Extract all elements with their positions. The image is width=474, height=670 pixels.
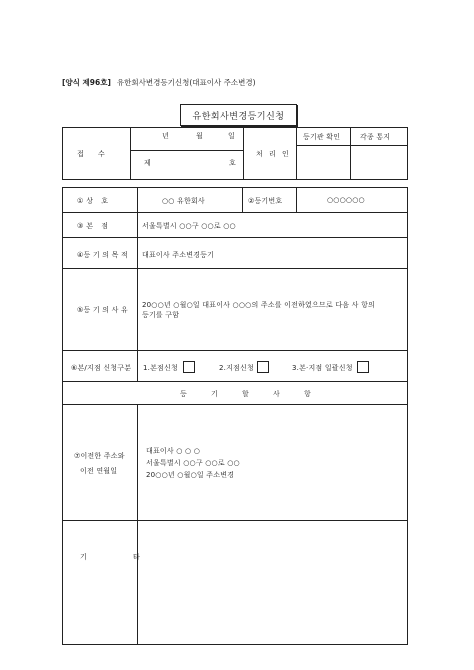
- notice-label: 각종 통지: [360, 133, 391, 141]
- row-line-1: [62, 212, 408, 213]
- row-line-4: [62, 350, 408, 351]
- trade-name-value: ○○ 유한회사: [162, 197, 205, 205]
- purpose-value: 대표이사 주소변경등기: [142, 251, 215, 259]
- receipt-mid-left: [130, 150, 243, 151]
- moved-line-1: 대표이사 ○ ○ ○: [146, 447, 201, 455]
- row-line-6: [62, 404, 408, 405]
- receipt-no-suffix: 호: [229, 159, 236, 167]
- branch-option-3-checkbox[interactable]: [357, 361, 369, 373]
- receipt-mid-right: [296, 145, 407, 146]
- moved-label-line-2: 이전 연월일: [80, 467, 118, 475]
- branch-option-3-label: 3.본·지점 일괄신청: [292, 364, 353, 372]
- receipt-divider-4: [350, 127, 351, 179]
- form-header: [62, 77, 256, 88]
- receipt-divider-3: [296, 127, 297, 179]
- head-office-label: ③본 점: [77, 222, 112, 230]
- purpose-label: ④등 기 의 목 적: [77, 251, 128, 259]
- reg-no-value: ○○○○○○: [327, 196, 365, 204]
- row-line-5: [62, 381, 408, 382]
- reg-no-label: ②등기번호: [248, 197, 283, 205]
- receipt-day: 일: [228, 132, 235, 140]
- regno-divider-left: [242, 187, 243, 213]
- receipt-no-prefix: 제: [144, 159, 151, 167]
- moved-label-line-1: ⑦이전한 주소와: [74, 452, 125, 460]
- form-title-text: 유한회사변경등기신청: [192, 111, 285, 122]
- moved-line-3: 20○○년 ○월○일 주소변경: [146, 471, 235, 479]
- row-line-7: [62, 520, 408, 521]
- moved-line-2: 서울특별시 ○○구 ○○로 ○○: [146, 459, 240, 467]
- form-title: [180, 104, 297, 126]
- form-number: [양식 제96호]: [62, 78, 111, 87]
- branch-option-2-label: 2.지점신청: [219, 364, 254, 372]
- form-description: 유한회사변경등기신청(대표이사 주소변경): [116, 78, 256, 87]
- receipt-divider-2: [243, 127, 244, 179]
- section-header: 등 기 할 사 항: [180, 390, 322, 398]
- branch-option-1-checkbox[interactable]: [183, 361, 195, 373]
- receipt-month: 월: [196, 132, 203, 140]
- receipt-divider-1: [130, 127, 131, 179]
- row-line-2: [62, 237, 408, 238]
- branch-option-2-checkbox[interactable]: [257, 361, 269, 373]
- row-line-3: [62, 268, 408, 269]
- cause-label: ⑤등 기 의 사 유: [77, 306, 128, 314]
- etc-content-area[interactable]: [139, 522, 405, 642]
- trade-name-label: ①상 호: [77, 197, 112, 205]
- etc-label: 기 타: [80, 553, 162, 561]
- regno-divider-right: [296, 187, 297, 213]
- cause-line-2: 등기를 구함: [142, 311, 180, 319]
- receipt-label: 접 수: [77, 150, 111, 158]
- cause-line-1: 20○○년 ○월○일 대표이사 ○○○의 주소를 이전하였으므로 다음 사 항의: [142, 301, 375, 309]
- processor-label: 처 리 인: [256, 150, 291, 158]
- head-office-value: 서울특별시 ○○구 ○○로 ○○: [142, 222, 236, 230]
- receipt-year: 년: [162, 132, 169, 140]
- branch-option-1-label: 1.본점신청: [143, 364, 178, 372]
- label-divider-b: [137, 404, 138, 644]
- label-divider-a: [137, 187, 138, 382]
- receipt-table: [62, 127, 408, 180]
- branch-label: ⑥본/지점 신청구분: [71, 364, 132, 372]
- verification-label: 등기관 확인: [303, 133, 341, 141]
